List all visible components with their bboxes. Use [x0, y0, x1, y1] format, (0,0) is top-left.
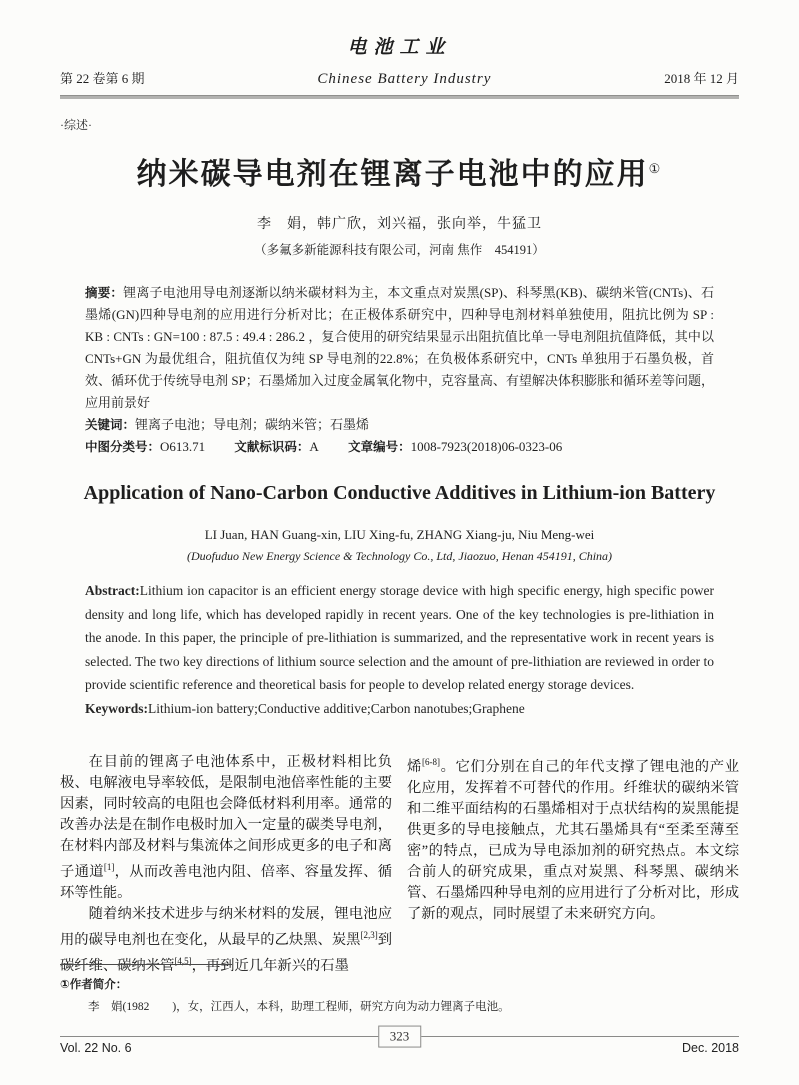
body-column-left: [60, 752, 392, 976]
classification-line: [85, 436, 714, 458]
keywords-text-english: Lithium-ion battery;Conductive additive;Carbon nanotubes;Graphene: [148, 700, 525, 716]
abstract-paragraph-chinese: [85, 282, 714, 414]
article-title-text: 纳米碳导电剂在锂离子电池中的应用: [136, 158, 649, 191]
footer-rule: [60, 1028, 739, 1044]
article-title-chinese: [60, 149, 739, 193]
page-number-box: 323: [378, 1026, 422, 1048]
citation-superscript: [2,3]: [360, 929, 378, 940]
article-id-pair: [348, 439, 562, 454]
citation-superscript: [6-8]: [421, 757, 440, 767]
abstract-block-chinese: [85, 282, 714, 458]
authors-chinese: 李 娟，韩广欣，刘兴福，张向举，牛猛卫: [257, 217, 542, 232]
clc-pair: [85, 439, 205, 454]
paragraph-text: 烯: [407, 758, 422, 775]
paragraph-text: ，再到近几年新兴的石墨: [191, 957, 349, 974]
title-footnote-marker: ①: [648, 161, 663, 176]
doc-code-value: A: [309, 439, 319, 454]
citation-superscript: [4,5]: [174, 955, 192, 966]
body-column-right: [407, 752, 739, 976]
abstract-text-chinese: 锂离子电池用导电剂逐渐以纳米碳材料为主，本文重点对炭黑(SP)、科琴黑(KB)、碳纳米管(CNTs)、石墨烯(GN)四种导电剂的应用进行分析对比；在正极体系研究中，四种导电剂材料单独使用，阻抗比例为 SP : KB : CNTs : GN=100 : 87.5 : 49.4 : 286.2 ，复合使用的研究结果显示出阻抗值比单一导电剂阻抗值降低，其中以 CNTs+GN 为最优组合，阻抗值仅为纯 SP 导电剂的22.8%；在负极体系研究中，CNTs 单独用于石墨负极，首效、循环优于传统导电剂 SP；石墨烯加入过度金属氧化物中，克容量高、有望解决体积膨胀和循环差等问题，应用前景好: [85, 285, 714, 410]
paragraph-text: 到碳纤维、碳纳米管: [60, 931, 393, 974]
abstract-paragraph-english: [85, 579, 714, 697]
abstract-text-english: Lithium ion capacitor is an efficient energy storage device with high specific energy, high specific power density and long life, which has developed rapidly in recent years. One of the key technologies is pre-lithiation in the anode. In this paper, the principle of pre-lithiation is summarized, and the representative work in recent years is selected. The two key directions of lithium source selection and the amount of pre-lithiation are reviewed in order to provide scientific reference and theoretical basis for people to develop related energy storage devices.: [85, 583, 714, 692]
journal-title-english: Chinese Battery Industry: [317, 71, 492, 87]
footer-date: Dec. 2018: [682, 1041, 739, 1055]
body-columns: [60, 752, 739, 976]
journal-header-row: [60, 68, 739, 88]
body-paragraph: [60, 752, 392, 904]
paragraph-text: 。它们分别在自己的年代支撑了锂电池的产业化应用，发挥着不可替代的作用。纤维状的碳纳米管和二维平面结构的石墨烯相对于点状结构的炭黑能提供更多的导电接触点，尤其石墨烯具有“至柔至薄至密”的特点，已成为导电添加剂的研究热点。本文综合前人的研究成果，重点对炭黑、科琴黑、碳纳米管、石墨烯四种导电剂的应用进行了分析对比，形成了新的观点，同时展望了未来研究方向。: [407, 758, 739, 922]
article-id-label: 文章编号：: [348, 440, 411, 454]
article-title-english: Application of Nano-Carbon Conductive Additives in Lithium-ion Battery: [83, 482, 716, 504]
footnote-author-bio-label: ①作者简介：: [60, 979, 128, 991]
keywords-label-chinese: 关键词：: [85, 418, 136, 432]
authors-english: LI Juan, HAN Guang-xin, LIU Xing-fu, ZHANG Xiang-ju, Niu Meng-wei: [204, 527, 595, 542]
footnote-separator: [60, 964, 232, 965]
footnote-area: [60, 964, 739, 1014]
issue-date: 2018 年 12 月: [664, 71, 739, 86]
abstract-label-english: Abstract:: [85, 583, 140, 598]
journal-title-chinese: 电池工业: [347, 37, 452, 58]
abstract-block-english: [85, 579, 714, 720]
doc-code-pair: [234, 439, 318, 454]
citation-superscript: [1]: [103, 862, 115, 872]
body-paragraph: [407, 752, 739, 925]
header-rule: [60, 95, 739, 99]
clc-value: O613.71: [160, 439, 206, 454]
page-footer: [60, 1028, 739, 1055]
footnote-author-bio-text: 李 娟(1982 )，女，江西人，本科，助理工程师，研究方向为动力锂离子电池。: [88, 1001, 510, 1013]
keywords-text-chinese: 锂离子电池；导电剂；碳纳米管；石墨烯: [135, 417, 370, 432]
paragraph-text: 随着纳米技术进步与纳米材料的发展，锂电池应用的碳导电剂也在变化，从最早的乙炔黑、炭黑: [60, 905, 392, 948]
paragraph-text: 在目前的锂离子电池体系中，正极材料相比负极、电解液电导率较低，是限制电池倍率性能的主要因素，同时较高的电阻也会降低材料利用率。通常的改善办法是在制作电极时加入一定量的碳类导电剂，在材料内部及材料与集流体之间形成更多的电子和离子通道: [60, 754, 392, 880]
keywords-label-english: Keywords:: [85, 700, 148, 716]
article-id-value: 1008-7923(2018)06-0323-06: [410, 439, 563, 454]
paragraph-text: ，从而改善电池内阻、倍率、容量发挥、循环等性能。: [60, 863, 393, 901]
affiliation-english: (Duofuduo New Energy Science & Technology Co., Ltd, Jiaozuo, Henan 454191, China): [186, 549, 613, 563]
clc-label: 中图分类号：: [85, 440, 161, 454]
article-category-label: ·综述·: [60, 118, 92, 132]
footer-volume: Vol. 22 No. 6: [60, 1041, 132, 1055]
abstract-label-chinese: 摘要：: [85, 286, 124, 300]
affiliation-chinese: （多氟多新能源科技有限公司，河南 焦作 454191）: [254, 243, 545, 257]
keywords-line-english: [85, 697, 714, 721]
doc-code-label: 文献标识码：: [234, 440, 310, 454]
keywords-line-chinese: [85, 414, 714, 436]
issue-info: 第 22 卷第 6 期: [60, 71, 145, 86]
